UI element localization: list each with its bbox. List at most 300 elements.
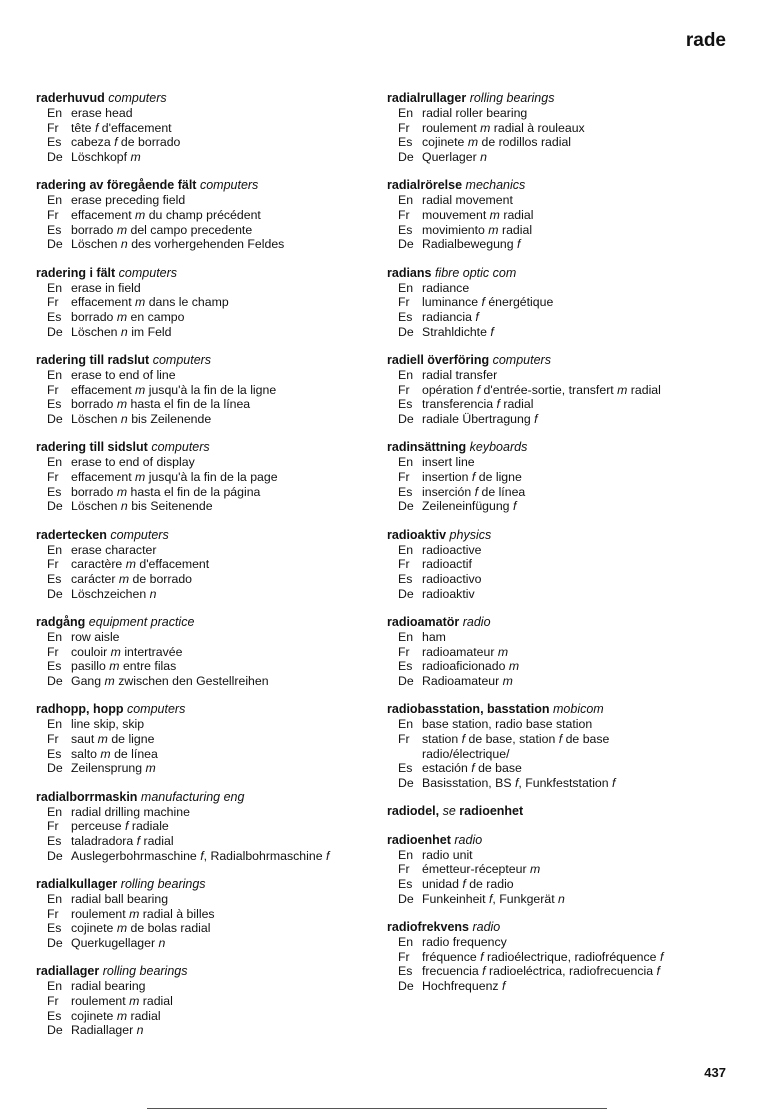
- entry-headline: [387, 920, 757, 935]
- translation-line: [387, 587, 757, 602]
- language-code: Fr: [398, 731, 410, 746]
- translation-text: Querkugellager: [71, 935, 156, 950]
- entry-headline: [387, 440, 757, 455]
- gender-marker: n: [558, 891, 565, 906]
- gender-marker: f: [496, 397, 500, 412]
- gender-marker: m: [116, 310, 128, 325]
- footer-rule: [147, 1108, 607, 1109]
- translation-line: [387, 979, 757, 994]
- translation-text: pasillo: [71, 659, 106, 674]
- subject-field: rolling bearings: [102, 964, 188, 979]
- translation-line: [36, 208, 386, 223]
- dictionary-entry: [387, 178, 757, 252]
- translation-text: ham: [422, 629, 446, 644]
- language-code: De: [47, 935, 63, 950]
- translation-line: [36, 732, 386, 747]
- translation-line: [387, 630, 757, 645]
- gender-marker: m: [508, 659, 520, 674]
- translation-line: [387, 208, 757, 223]
- language-code: En: [398, 717, 414, 732]
- translation-line: [387, 645, 757, 660]
- translation-text: émetteur-récepteur: [422, 862, 527, 877]
- translation-line: [387, 717, 757, 732]
- language-code: De: [398, 673, 414, 688]
- gender-marker: m: [125, 557, 136, 572]
- gender-marker: f: [94, 120, 99, 135]
- translation-line: [36, 630, 386, 645]
- dictionary-entry: [36, 266, 386, 340]
- translation-text: radio frequency: [422, 935, 507, 950]
- entry-headline: [387, 178, 757, 193]
- gender-marker: f: [512, 499, 517, 514]
- translation-line: [36, 237, 386, 252]
- translation-line: [36, 310, 386, 325]
- language-code: En: [47, 891, 63, 906]
- language-code: Fr: [398, 557, 410, 572]
- language-code: Fr: [398, 208, 410, 223]
- language-code: Fr: [47, 819, 59, 834]
- entry-headline: [387, 528, 757, 543]
- translation-line: [36, 747, 386, 762]
- gender-marker: m: [497, 644, 509, 659]
- entry-headline: [387, 353, 757, 368]
- gender-marker: m: [489, 208, 500, 223]
- dictionary-entry: [36, 528, 386, 602]
- translation-text: radioaktiv: [422, 586, 475, 601]
- headword: radinsättning: [387, 440, 467, 455]
- translation-line: [36, 979, 386, 994]
- headword: radering i fält: [36, 265, 116, 280]
- translation-text: radioamateur: [422, 644, 495, 659]
- translation-line: [36, 994, 386, 1009]
- gender-marker: f: [558, 731, 563, 746]
- language-code: Fr: [398, 862, 410, 877]
- translation-line: [387, 732, 757, 747]
- gender-marker: f: [325, 848, 330, 863]
- gender-marker: f: [489, 891, 493, 906]
- translation-text: Löschkopf: [71, 150, 128, 165]
- translation-line: [36, 717, 386, 732]
- translation-line: [387, 310, 757, 325]
- language-code: Fr: [398, 120, 410, 135]
- translation-line: [387, 935, 757, 950]
- headword: radialrörelse: [387, 178, 463, 193]
- translation-text: Löschzeichen: [71, 586, 147, 601]
- translation-line: [387, 572, 757, 587]
- translation-text: base station, radio base station: [422, 717, 593, 732]
- language-code: De: [47, 412, 63, 427]
- entry-headline: [36, 91, 386, 106]
- gender-marker: f: [612, 776, 616, 790]
- headword: radiodel,: [387, 804, 440, 819]
- dictionary-entry: [36, 91, 386, 165]
- gender-marker: f: [501, 979, 506, 994]
- gender-marker: n: [120, 499, 128, 514]
- translation-text: erase head: [71, 106, 133, 120]
- translation-text: cojinete: [71, 921, 114, 936]
- language-code: Es: [398, 877, 413, 892]
- translation-line: [36, 659, 386, 674]
- dictionary-entry: [387, 833, 757, 907]
- gender-marker: f: [482, 964, 486, 979]
- translation-text: radiance: [422, 280, 470, 295]
- language-code: De: [47, 673, 63, 688]
- gender-marker: m: [480, 120, 491, 135]
- translation-text: inserción: [422, 484, 472, 499]
- translation-text: des vorhergehenden Feldes: [131, 237, 285, 252]
- cross-reference-target: radioenhet: [459, 804, 524, 819]
- translation-line: [387, 150, 757, 165]
- translation-text: Löschen: [71, 499, 118, 514]
- dictionary-entry: [387, 91, 757, 165]
- language-code: De: [398, 979, 414, 994]
- language-code: En: [47, 455, 63, 470]
- translation-text: dans le champ: [148, 295, 229, 310]
- dictionary-entry: [387, 615, 757, 689]
- gender-marker: f: [125, 819, 129, 834]
- headword: radiobasstation, basstation: [387, 702, 550, 717]
- entry-headline: [387, 804, 757, 819]
- language-code: De: [47, 848, 63, 863]
- language-code: En: [47, 629, 63, 644]
- gender-marker: n: [136, 1023, 144, 1038]
- translation-text: de línea: [481, 484, 526, 499]
- translation-text: de base, station: [468, 731, 556, 746]
- language-code: Es: [398, 964, 413, 979]
- gender-marker: m: [97, 731, 108, 746]
- entry-headline: [36, 528, 386, 543]
- language-code: Es: [47, 833, 62, 848]
- gender-marker: m: [135, 208, 146, 223]
- language-code: Es: [398, 397, 413, 412]
- language-code: De: [398, 150, 414, 165]
- translation-text: borrado: [71, 397, 114, 412]
- language-code: En: [47, 979, 63, 994]
- language-code: Es: [47, 484, 62, 499]
- translation-line: [36, 193, 386, 208]
- translation-text: frecuencia: [422, 964, 479, 979]
- dictionary-entry: [387, 702, 757, 791]
- translation-line: [36, 121, 386, 136]
- gender-marker: m: [530, 862, 541, 877]
- gender-marker: m: [135, 295, 146, 310]
- language-code: En: [47, 717, 63, 732]
- translation-text: de radio: [469, 877, 514, 892]
- translation-text: de borrado: [120, 135, 181, 150]
- translation-line: [387, 412, 757, 427]
- translation-text: Radioamateur: [422, 673, 500, 688]
- translation-line: [36, 455, 386, 470]
- language-code: En: [398, 455, 414, 470]
- translation-text: radiancia: [422, 310, 472, 325]
- subject-field: computers: [492, 352, 551, 367]
- translation-text: Radialbewegung: [422, 237, 514, 252]
- translation-text: jusqu'à la fin de la ligne: [148, 382, 277, 397]
- translation-text: radial: [503, 208, 534, 223]
- translation-text: radial drilling machine: [71, 804, 190, 819]
- gender-marker: f: [471, 761, 475, 776]
- gender-marker: f: [475, 310, 479, 325]
- translation-line: [387, 485, 757, 500]
- language-code: De: [398, 776, 414, 790]
- translation-line: [36, 572, 386, 587]
- gender-marker: f: [517, 237, 521, 252]
- translation-text: Radiallager: [71, 1023, 134, 1038]
- translation-text: transferencia: [422, 397, 494, 412]
- translation-text: opération: [422, 382, 474, 397]
- subject-field: computers: [152, 352, 212, 367]
- translation-text: radial roller bearing: [422, 106, 528, 120]
- dictionary-entry: [36, 353, 386, 427]
- translation-text: hasta el fin de la página: [130, 484, 261, 499]
- language-code: De: [398, 499, 414, 514]
- language-code: En: [47, 280, 63, 295]
- translation-text: de ligne: [478, 469, 522, 484]
- translation-line: [387, 776, 757, 791]
- translation-line: [36, 485, 386, 500]
- translation-line: [36, 936, 386, 951]
- translation-text: entre filas: [122, 659, 177, 674]
- language-code: En: [398, 367, 414, 382]
- headword: radioamatör: [387, 614, 460, 629]
- gender-marker: n: [480, 150, 487, 165]
- translation-text: de base: [478, 761, 522, 776]
- translation-text: Zeileneinfügung: [422, 499, 510, 514]
- subject-field: mechanics: [465, 178, 526, 193]
- subject-field: computers: [126, 702, 186, 717]
- translation-line: [36, 368, 386, 383]
- translation-line: [387, 383, 757, 398]
- translation-text: borrado: [71, 222, 114, 237]
- gender-marker: m: [118, 571, 130, 586]
- language-code: De: [47, 237, 63, 252]
- page-number: 437: [704, 1065, 726, 1080]
- translation-line: [387, 281, 757, 296]
- language-code: Es: [398, 761, 413, 776]
- translation-line: [36, 470, 386, 485]
- translation-text: erase to end of display: [71, 455, 195, 470]
- gender-marker: f: [656, 964, 660, 979]
- translation-line: [36, 834, 386, 849]
- translation-line: [387, 106, 757, 121]
- translation-line: [387, 862, 757, 877]
- translation-line: [387, 455, 757, 470]
- gender-marker: f: [471, 469, 476, 484]
- language-code: En: [398, 280, 414, 295]
- gender-marker: n: [120, 412, 128, 427]
- language-code: Es: [47, 921, 62, 936]
- gender-marker: m: [488, 222, 499, 237]
- language-code: Fr: [47, 993, 59, 1008]
- dictionary-entry: [36, 877, 386, 951]
- headword: radialborrmaskin: [36, 789, 138, 804]
- subject-field: computers: [110, 527, 169, 542]
- translation-text: , Funkgerät: [492, 891, 555, 906]
- translation-text: erase character: [71, 542, 157, 557]
- language-code: En: [398, 542, 414, 557]
- headword: radering till radslut: [36, 352, 150, 367]
- translation-text: roulement: [71, 906, 126, 921]
- language-code: Es: [398, 484, 413, 499]
- gender-marker: f: [474, 484, 479, 499]
- subject-field: physics: [449, 527, 492, 542]
- subject-field: mobicom: [553, 702, 604, 717]
- translation-text: Basisstation, BS: [422, 776, 512, 790]
- headword: radiofrekvens: [387, 920, 469, 935]
- translation-text: mouvement: [422, 208, 487, 223]
- dictionary-entry: [387, 528, 757, 602]
- translation-text: movimiento: [422, 222, 485, 237]
- language-code: De: [47, 586, 63, 601]
- translation-line: [387, 237, 757, 252]
- translation-text: station: [422, 731, 459, 746]
- translation-text: Querlager: [422, 150, 477, 165]
- translation-text: radioeléctrica, radiofrecuencia: [489, 964, 654, 979]
- gender-marker: f: [659, 949, 664, 964]
- language-code: Es: [398, 310, 413, 325]
- entry-headline: [36, 702, 386, 717]
- language-code: De: [47, 324, 63, 339]
- entry-headline: [36, 790, 386, 805]
- subject-field: radio: [462, 614, 491, 629]
- gender-marker: f: [481, 295, 485, 310]
- translation-line: [36, 761, 386, 776]
- language-code: En: [47, 106, 63, 120]
- headword: radiell överföring: [387, 352, 490, 367]
- entry-headline: [387, 266, 757, 281]
- translation-text: Löschen: [71, 412, 118, 427]
- language-code: En: [47, 542, 63, 557]
- translation-line: [387, 193, 757, 208]
- translation-line: [387, 121, 757, 136]
- entry-headline: [36, 178, 386, 193]
- language-code: En: [398, 193, 414, 208]
- language-code: Fr: [47, 382, 59, 397]
- language-code: Fr: [398, 644, 410, 659]
- left-column: [36, 91, 386, 1051]
- headword: radhopp, hopp: [36, 702, 124, 717]
- language-code: De: [398, 324, 414, 339]
- translation-text: radial: [130, 1008, 161, 1023]
- translation-text: bis Zeilenende: [131, 412, 212, 427]
- headword: radioaktiv: [387, 527, 447, 542]
- translation-text: radial: [142, 993, 173, 1008]
- translation-line: [36, 543, 386, 558]
- headword: radians: [387, 265, 432, 280]
- language-code: En: [398, 629, 414, 644]
- language-code: En: [47, 804, 63, 819]
- dictionary-entry: [387, 266, 757, 340]
- gender-marker: m: [502, 673, 513, 688]
- gender-marker: m: [129, 993, 140, 1008]
- translation-text: énergétique: [488, 295, 554, 310]
- translation-text: radial: [630, 382, 661, 397]
- gender-marker: m: [104, 673, 115, 688]
- entry-headline: [387, 833, 757, 848]
- entry-headline: [387, 702, 757, 717]
- translation-continuation: radio/électrique/: [422, 746, 510, 761]
- translation-line: [36, 412, 386, 427]
- translation-line: [387, 659, 757, 674]
- translation-line: [36, 383, 386, 398]
- translation-text: bis Seitenende: [131, 499, 213, 514]
- translation-text: intertravée: [124, 644, 183, 659]
- gender-marker: n: [120, 324, 128, 339]
- language-code: De: [47, 150, 63, 165]
- translation-text: fréquence: [422, 949, 477, 964]
- translation-line: [36, 135, 386, 150]
- gender-marker: m: [116, 484, 128, 499]
- translation-line: [36, 921, 386, 936]
- language-code: Fr: [47, 120, 59, 135]
- subject-field: computers: [118, 265, 178, 280]
- language-code: Es: [398, 135, 413, 150]
- guide-word: rade: [685, 30, 726, 51]
- translation-text: roulement: [71, 993, 126, 1008]
- translation-text: de base: [565, 731, 610, 746]
- gender-marker: m: [109, 659, 120, 674]
- translation-text: Löschen: [71, 237, 118, 252]
- dictionary-entry: [36, 178, 386, 252]
- translation-text: radial bearing: [71, 979, 146, 994]
- entry-headline: [387, 615, 757, 630]
- dictionary-entry: [36, 615, 386, 689]
- translation-text: Auslegerbohrmaschine: [71, 848, 197, 863]
- translation-text: estación: [422, 761, 468, 776]
- translation-text: saut: [71, 731, 95, 746]
- language-code: Es: [398, 571, 413, 586]
- translation-line: [387, 848, 757, 863]
- translation-text: de ligne: [111, 731, 155, 746]
- translation-text: unidad: [422, 877, 459, 892]
- translation-line: [387, 950, 757, 965]
- dictionary-entry: [36, 790, 386, 864]
- dictionary-entry: [387, 440, 757, 514]
- translation-text: row aisle: [71, 629, 120, 644]
- language-code: Es: [398, 659, 413, 674]
- translation-text: im Feld: [131, 324, 172, 339]
- language-code: Es: [47, 222, 62, 237]
- language-code: De: [398, 586, 414, 601]
- translation-text: Strahldichte: [422, 324, 487, 339]
- gender-marker: m: [135, 469, 146, 484]
- translation-text: Hochfrequenz: [422, 979, 499, 994]
- gender-marker: m: [130, 150, 141, 165]
- translation-text: en campo: [130, 310, 185, 325]
- gender-marker: f: [514, 776, 519, 790]
- language-code: Fr: [398, 949, 410, 964]
- gender-marker: f: [476, 382, 481, 397]
- language-code: Es: [47, 659, 62, 674]
- gender-marker: f: [534, 412, 538, 427]
- headword: radialrullager: [387, 91, 467, 105]
- language-code: Fr: [47, 469, 59, 484]
- language-code: De: [47, 761, 63, 776]
- subject-field: computers: [108, 91, 167, 105]
- language-code: Es: [47, 135, 62, 150]
- translation-text: taladradora: [71, 833, 134, 848]
- translation-line: [36, 223, 386, 238]
- gender-marker: m: [467, 135, 479, 150]
- entry-headline: [36, 353, 386, 368]
- translation-text: Gang: [71, 673, 102, 688]
- translation-text: Zeilensprung: [71, 761, 143, 776]
- gender-marker: f: [136, 833, 141, 848]
- translation-text: effacement: [71, 295, 132, 310]
- language-code: Fr: [47, 644, 59, 659]
- translation-text: insert line: [422, 455, 475, 470]
- gender-marker: n: [158, 935, 166, 950]
